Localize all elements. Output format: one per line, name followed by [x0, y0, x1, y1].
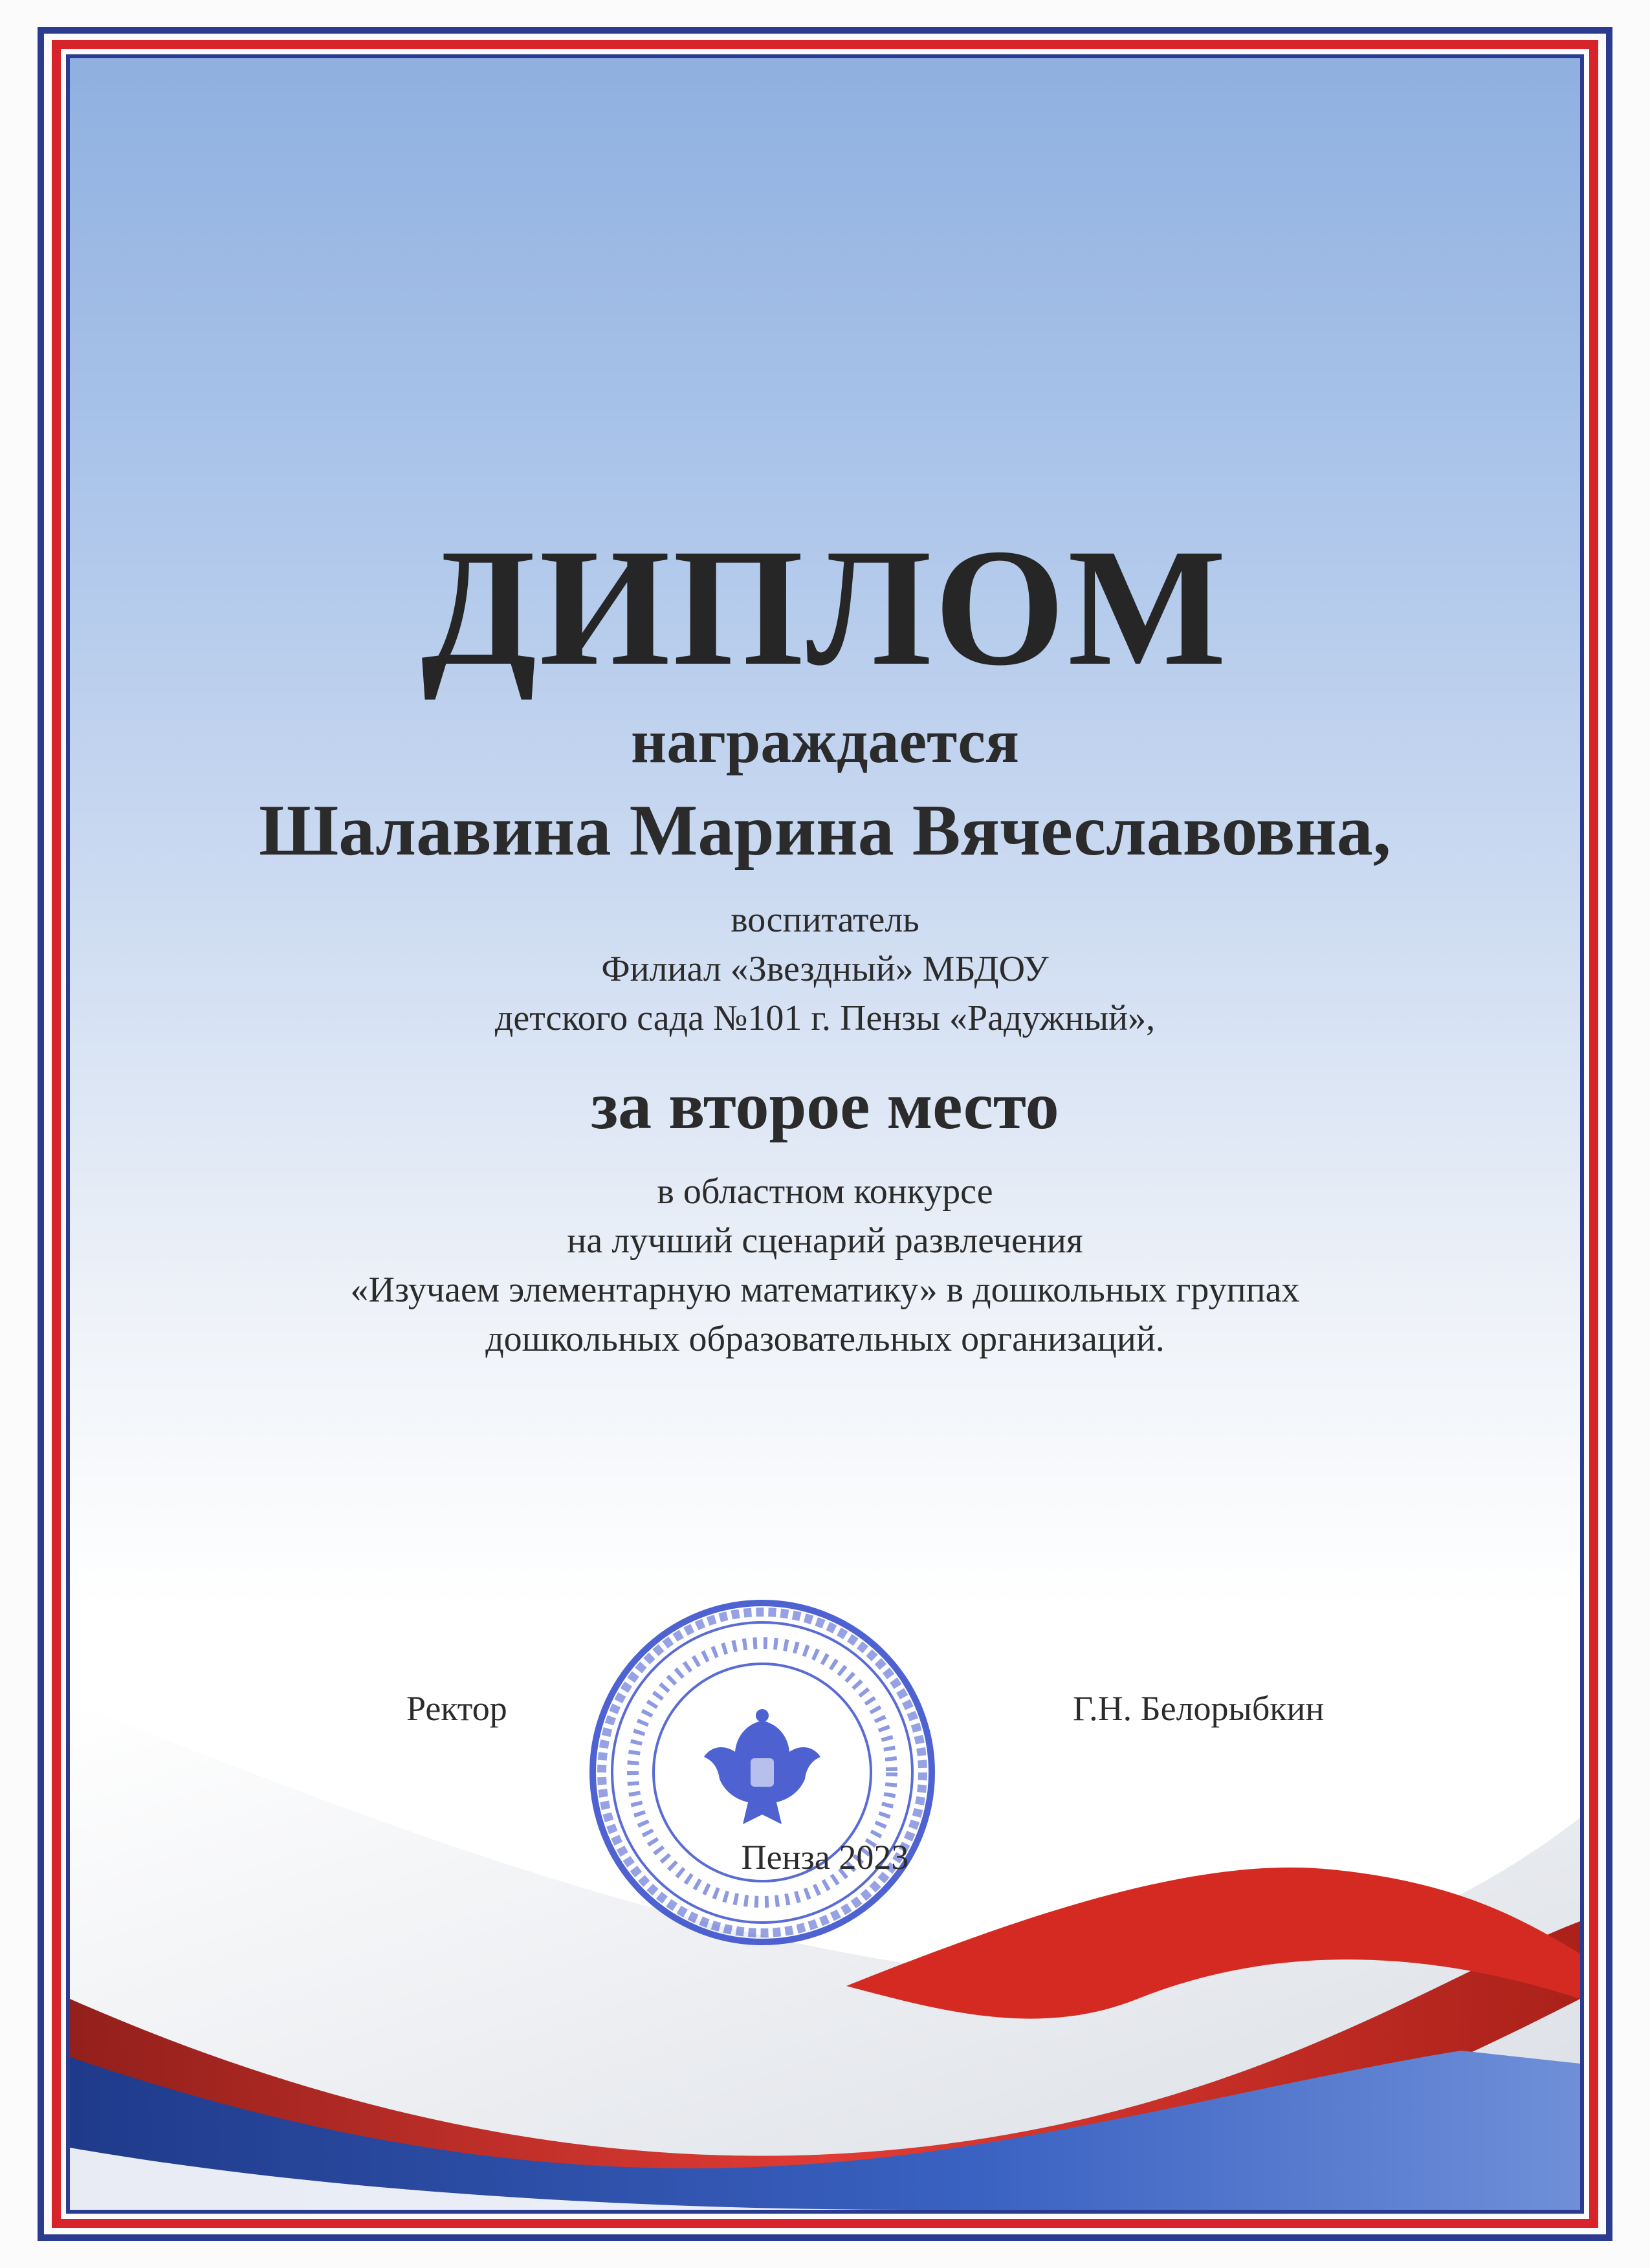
inner-border-with-background: [66, 54, 1584, 2214]
contest-line-4: дошкольных образовательных организаций.: [485, 1319, 1165, 1359]
signature-title: Ректор: [406, 1689, 507, 1728]
awarded-text: награждается: [631, 706, 1019, 776]
contest-line-3: «Изучаем элементарную математику» в дошкольных группах: [350, 1270, 1300, 1310]
contest-line-2: на лучший сценарий развлечения: [567, 1221, 1083, 1261]
signatory-name: Г.Н. Белорыбкин: [1073, 1689, 1325, 1728]
diploma-title: ДИПЛОМ: [421, 514, 1229, 701]
official-stamp-seal: [581, 1591, 943, 1954]
organization-line-2: детского сада №101 г. Пензы «Радужный»,: [494, 998, 1156, 1038]
recipient-position: воспитатель: [731, 900, 919, 940]
contest-line-1: в областном конкурсе: [657, 1172, 993, 1212]
recipient-name: Шалавина Марина Вячеславовна,: [259, 791, 1391, 871]
organization-line-1: Филиал «Звездный» МБДОУ: [601, 949, 1049, 989]
double-headed-eagle-emblem-icon: [704, 1709, 820, 1824]
place-and-year: Пенза 2023: [741, 1838, 909, 1877]
achievement-text: за второе место: [591, 1069, 1059, 1143]
